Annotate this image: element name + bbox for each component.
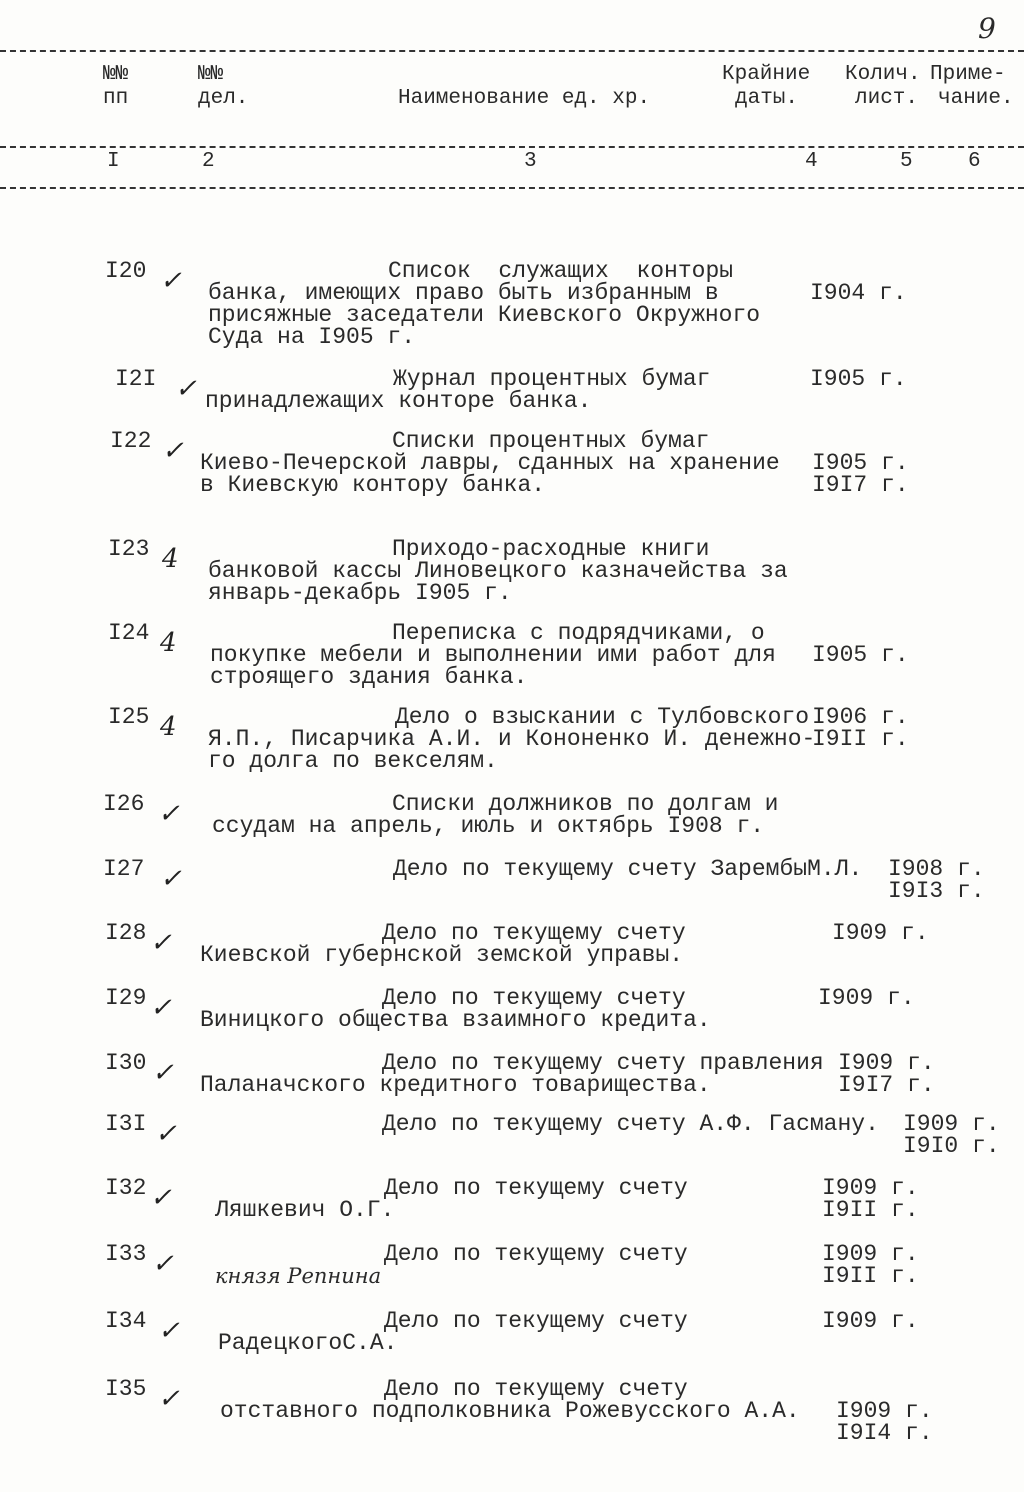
check-mark-icon: ✓ [162,436,184,466]
item-title-line: Списки процентных бумаг [392,428,710,454]
check-mark-icon: ✓ [150,928,172,958]
item-number: I30 [105,1050,147,1076]
check-mark-icon: ✓ [175,374,197,404]
item-title-line: покупке мебели и выполнении ими работ для [210,642,776,668]
item-title-line: Дело по текущему счету [384,1308,688,1334]
item-number: I33 [105,1241,147,1267]
item-number: I22 [110,428,152,454]
item-title-line: Дело по текущему счету [384,1376,688,1402]
item-title-line: январь-декабрь I905 г. [208,580,512,606]
item-date: I909 г. [818,985,915,1011]
item-title-line: Журнал процентных бумаг [393,366,711,392]
item-title-line: Переписка с подрядчиками, о [392,620,765,646]
item-title-line: Виницкого общества взаимного кредита. [200,1007,711,1033]
check-mark-icon: ✓ [160,864,182,894]
item-title-line: принадлежащих конторе банка. [205,388,592,414]
item-title-line: Я.П., Писарчика А.И. и Кононенко И. денежно- [208,726,816,752]
item-date: I909 г. [832,920,929,946]
item-date: I906 г. [812,704,909,730]
check-mark-icon: ✓ [152,1249,174,1279]
item-date: I9I0 г. [903,1133,1000,1159]
item-title-line: Дело по текущему счету ЗарембыМ.Л. [393,856,863,882]
check-mark-icon: ✓ [150,1183,172,1213]
item-date: I905 г. [812,642,909,668]
item-title-line: Киевской губернской земской управы. [200,942,684,968]
item-date: I9I3 г. [888,878,985,904]
check-mark-icon: ✓ [155,1119,177,1149]
item-title-line: го долга по векселям. [208,748,498,774]
item-date: I909 г. [822,1308,919,1334]
item-date: I9I7 г. [812,472,909,498]
header-col6-top: Приме- [930,63,1006,86]
item-date: I9II г. [812,726,909,752]
item-date: I905 г. [812,450,909,476]
page-number: 9 [978,12,996,45]
item-number: I27 [103,856,145,882]
item-number: I3I [105,1111,147,1137]
item-number: I26 [103,791,145,817]
item-date: I909 г. [838,1050,935,1076]
check-mark-icon: ✓ [158,1384,180,1414]
column-number-1: I [107,150,120,173]
item-date: I904 г. [810,280,907,306]
divider [0,146,1024,148]
column-number-6: 6 [968,150,981,173]
item-number: I24 [108,620,150,646]
item-title-line: Дело по текущему счету А.Ф. Гасману. [382,1111,879,1137]
divider [0,50,1024,52]
check-mark-icon: 4 [160,712,177,742]
check-mark-icon: ✓ [152,1058,174,1088]
item-number: I2I [115,366,157,392]
header-col5-bottom: лист. [855,87,919,110]
item-title-line: Дело о взыскании с Тулбовского [395,704,810,730]
item-title-line: присяжные заседатели Киевского Окружного [208,302,761,328]
item-title-line: в Киевскую контору банка. [200,472,546,498]
check-mark-icon: 4 [160,628,177,658]
item-date: I9I4 г. [836,1420,933,1446]
item-number: I29 [105,985,147,1011]
header-col3: Наименование ед. хр. [398,87,651,110]
item-title-line: Дело по текущему счету [382,920,686,946]
check-mark-icon: ✓ [160,266,182,296]
item-date: I9II г. [822,1263,919,1289]
item-title-line: строящего здания банка. [210,664,528,690]
check-mark-icon: 4 [162,544,179,574]
column-number-4: 4 [805,150,818,173]
item-number: I23 [108,536,150,562]
item-title-line: Дело по текущему счету правления [382,1050,824,1076]
item-date: I909 г. [822,1175,919,1201]
item-title-line: Дело по текущему счету [384,1241,688,1267]
item-title-line: Дело по текущему счету [384,1175,688,1201]
item-date: I908 г. [888,856,985,882]
item-date: I9I7 г. [838,1072,935,1098]
check-mark-icon: ✓ [150,993,172,1023]
header-col5-top: Колич. [845,63,921,86]
check-mark-icon: ✓ [158,1316,180,1346]
item-number: I34 [105,1308,147,1334]
header-col1-top: №№ [103,63,129,86]
header-col6-bottom: чание. [938,87,1014,110]
item-title-line: банка, имеющих право быть избранным в [208,280,719,306]
item-date: I909 г. [822,1241,919,1267]
item-title-line: РадецкогоС.А. [218,1330,398,1356]
header-col4-bottom: даты. [735,87,799,110]
item-date: I905 г. [810,366,907,392]
check-mark-icon: ✓ [158,799,180,829]
item-title-line: Киево-Печерской лавры, сданных на хранение [200,450,780,476]
item-title-line: Дело по текущему счету [382,985,686,1011]
item-title-line: Паланачского кредитного товарищества. [200,1072,711,1098]
item-title-line: князя Репнина [215,1264,382,1288]
item-title-line: Список служащих конторы [388,258,734,284]
item-title-line: ссудам на апрель, июль и октябрь I908 г. [212,813,765,839]
header-col4-top: Крайние [722,63,811,86]
item-number: I20 [105,258,147,284]
item-title-line: Списки должников по долгам и [392,791,779,817]
item-number: I32 [105,1175,147,1201]
item-title-line: отставного подполковника Рожевусского А.А. [220,1398,800,1424]
item-title-line: Ляшкевич О.Г. [215,1197,395,1223]
header-col2-top: №№ [198,63,224,86]
item-date: I9II г. [822,1197,919,1223]
item-title-line: банковой кассы Линовецкого казначейства за [208,558,788,584]
column-number-5: 5 [900,150,913,173]
header-col2-bottom: дел. [198,87,249,110]
item-title-line: Приходо-расходные книги [392,536,710,562]
item-number: I25 [108,704,150,730]
item-number: I35 [105,1376,147,1402]
item-date: I909 г. [903,1111,1000,1137]
item-title-line: Суда на I905 г. [208,324,416,350]
divider [0,187,1024,189]
column-number-2: 2 [202,150,215,173]
column-number-3: 3 [524,150,537,173]
item-number: I28 [105,920,147,946]
item-date: I909 г. [836,1398,933,1424]
header-col1-bottom: пп [103,87,129,110]
